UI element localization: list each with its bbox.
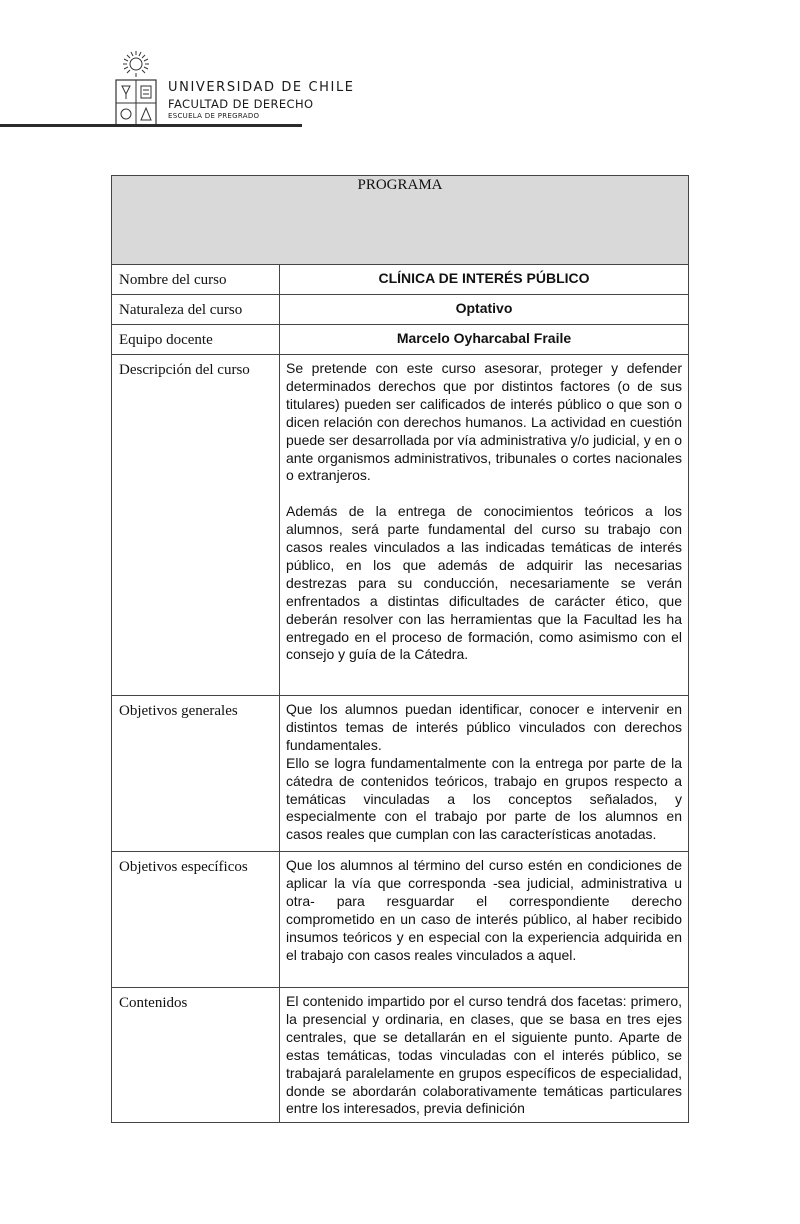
university-seal-icon bbox=[112, 50, 160, 130]
table-row bbox=[112, 355, 689, 696]
table-row bbox=[112, 852, 689, 988]
faculty-name: FACULTAD DE DERECHO bbox=[168, 97, 314, 111]
course-name-value: CLÍNICA DE INTERÉS PÚBLICO bbox=[280, 265, 689, 295]
description-value bbox=[280, 355, 689, 696]
general-objectives-value bbox=[280, 696, 689, 852]
header-divider bbox=[0, 124, 302, 127]
description-paragraph: Se pretende con este curso asesorar, proteger y defender determinados derechos que por distintos factores (o de sus titulares) pueden ser calificados de interés público o que son o dicen relación con derechos humanos. La actividad en cuestión puede ser desarrollada por vía administrativa y/o judicial, y en o ante organismos administrativos, tribunales o cortes nacionales o extranjeros. bbox=[286, 360, 682, 484]
table-row bbox=[112, 988, 689, 1123]
school-name: ESCUELA DE PREGRADO bbox=[168, 112, 260, 120]
specific-objectives-value: Que los alumnos al término del curso estén en condiciones de aplicar la vía que corresponda -sea judicial, administrativa u otra- para resguardar el correspondiente derecho comprometido en un caso de interés público, al haber recibido insumos teóricos y en especial con la experiencia adquirida en el trabajo con casos reales vinculados a aquel. bbox=[280, 852, 689, 988]
teaching-team-value: Marcelo Oyharcabal Fraile bbox=[280, 325, 689, 355]
specific-objectives-label: Objetivos específicos bbox=[112, 852, 280, 988]
general-objectives-paragraph: Que los alumnos puedan identificar, conocer e intervenir en distintos temas de interés público vinculados con derechos fundamentales. bbox=[286, 701, 682, 753]
general-objectives-paragraph: Ello se logra fundamentalmente con la entrega por parte de la cátedra de contenidos teóricos, trabajo en grupos respecto a temáticas vinculadas a los conceptos señalados, y especialmente con el trabajo por parte de los alumnos en casos reales que cumplan con las características anotadas. bbox=[286, 754, 682, 843]
contents-label: Contenidos bbox=[112, 988, 280, 1123]
program-table bbox=[111, 175, 689, 1123]
description-paragraph: Además de la entrega de conocimientos teóricos a los alumnos, será parte fundamental del curso su trabajo con casos reales vinculados a las indicadas temáticas de interés público, en los que además de adquirir las necesarias destrezas para su conducción, necesariamente se verán enfrentados a distintas dificultades de carácter ético, que deberán resolver con las herramientas que la Facultad les ha entregado en el proceso de formación, como asimismo con el consejo y guía de la Cátedra. bbox=[286, 503, 682, 663]
course-nature-label: Naturaleza del curso bbox=[112, 295, 280, 325]
description-label: Descripción del curso bbox=[112, 355, 280, 696]
institution-logo bbox=[112, 50, 355, 130]
table-row bbox=[112, 295, 689, 325]
program-header: PROGRAMA bbox=[112, 176, 689, 265]
university-name: UNIVERSIDAD DE CHILE bbox=[168, 80, 355, 95]
table-row bbox=[112, 696, 689, 852]
general-objectives-label: Objetivos generales bbox=[112, 696, 280, 852]
table-row bbox=[112, 325, 689, 355]
contents-value: El contenido impartido por el curso tendrá dos facetas: primero, la presencial y ordinaria, en clases, que se basa en tres ejes centrales, que se detallarán en el siguiente punto. Aparte de estas temáticas, todas vinculadas con el interés público, se trabajará paralelamente en grupos específicos de especialidad, donde se abordarán colaborativamente temáticas particulares entre los interesados, previa definición bbox=[280, 988, 689, 1123]
table-row bbox=[112, 265, 689, 295]
teaching-team-label: Equipo docente bbox=[112, 325, 280, 355]
course-nature-value: Optativo bbox=[280, 295, 689, 325]
course-name-label: Nombre del curso bbox=[112, 265, 280, 295]
